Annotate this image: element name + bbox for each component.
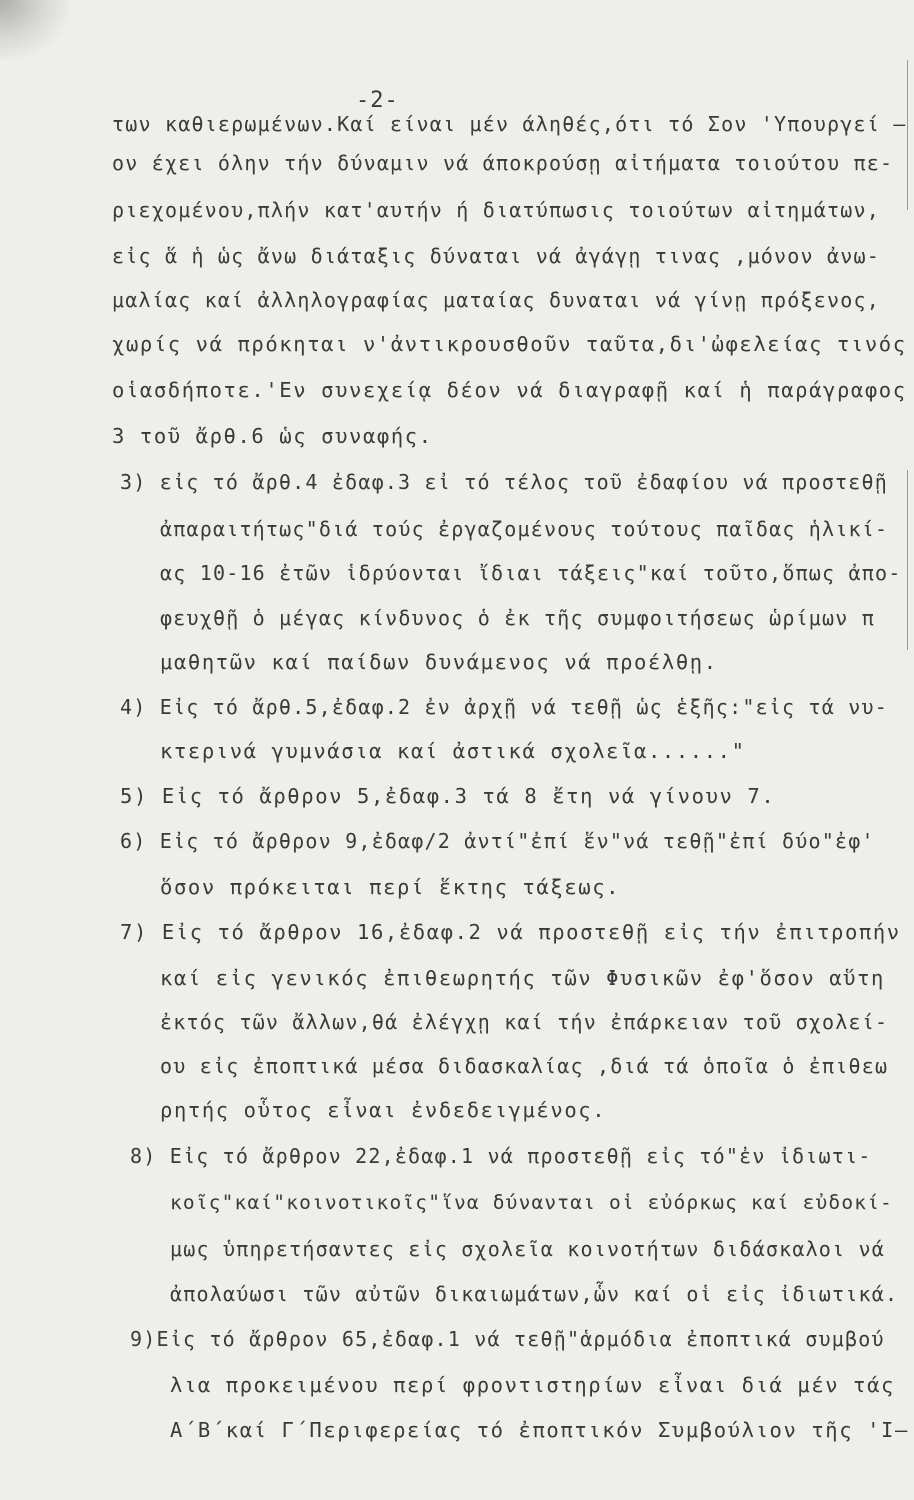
text-line: ας 10-16 ἐτῶν ἱδρύονται ἴδιαι τάξεις"καί τοῦτο,ὅπως ἀπο- (160, 561, 902, 585)
text-line: οἱασδήποτε.'Εν συνεχείᾳ δέον νά διαγραφῇ καί ἡ παράγραφος (112, 378, 907, 402)
scan-corner-shadow (0, 0, 70, 60)
text-line: ἀπολαύωσι τῶν αὐτῶν δικαιωμάτων,ὧν καί οἱ εἰς ἰδιωτικά. (170, 1282, 899, 1306)
text-line: εἰς ἅ ἡ ὡς ἄνω διάταξις δύναται νά ἀγάγῃ τινας ,μόνον ἀνω- (112, 244, 880, 268)
text-line: μως ὑπηρετήσαντες εἰς σχολεῖα κοινοτήτων διδάσκαλοι νά (170, 1237, 886, 1261)
text-line: μαθητῶν καί παίδων δυνάμενος νά προέλθῃ. (160, 650, 718, 674)
list-item-7: 7) Εἰς τό ἄρθρον 16,ἐδαφ.2 νά προστεθῇ εἰς τήν ἐπιτροπήν (120, 920, 901, 944)
text-line: κτερινά γυμνάσια καί ἀστικά σχολεῖα......" (160, 739, 746, 763)
text-line: ον έχει όλην τήν δύναμιν νά άποκρούσῃ αἰτήματα τοιούτου πε- (112, 151, 894, 175)
text-line: Α΄Β΄καί Γ΄Περιφερείας τό ἐποπτικόν Συμβούλιον τῆς 'Ι— (170, 1418, 909, 1442)
text-line: κοῖς"καί"κοινοτικοῖς"ἵνα δύνανται οἱ εὐόρκως καί εὐδοκί- (170, 1191, 893, 1214)
text-line: 3 τοῦ ἄρθ.6 ὡς συναφής. (112, 424, 433, 448)
text-line: λια προκειμένου περί φροντιστηρίων εἶναι διά μέν τάς (170, 1373, 895, 1397)
text-line: των καθιερωμένων.Καί είναι μέν άληθές,ότι τό Σον 'Υπουργεί — (112, 112, 907, 136)
text-line: ἐκτός τῶν ἄλλων,θά ἐλέγχῃ καί τήν ἐπάρκειαν τοῦ σχολεί- (160, 1010, 889, 1034)
text-line: μαλίας καί ἀλληλογραφίας ματαίας δυναται νά γίνῃ πρόξενος, (112, 288, 880, 312)
text-line: ρητής οὗτος εἶναι ἐνδεδειγμένος. (160, 1098, 607, 1122)
text-line: καί εἰς γενικός ἐπιθεωρητής τῶν Φυσικῶν ἐφ'ὅσον αὕτη (160, 966, 885, 990)
list-item-9: 9)Εἰς τό ἄρθρον 65,ἐδαφ.1 νά τεθῇ"ἁρμόδια ἐποπτικά συμβού (130, 1327, 885, 1351)
page-number: -2- (356, 88, 399, 113)
text-line: ὅσον πρόκειται περί ἕκτης τάξεως. (160, 875, 621, 899)
list-item-3: 3) εἰς τό ἄρθ.4 ἐδαφ.3 εἰ τό τέλος τοῦ ἐδαφίου νά προστεθῇ (120, 470, 888, 494)
text-line: φευχθῇ ὁ μέγας κίνδυνος ὁ ἐκ τῆς συμφοιτήσεως ὡρίμων π (160, 606, 876, 630)
text-line: ριεχομένου,πλήν κατ'αυτήν ή διατύπωσις τοιούτων αἰτημάτων, (112, 198, 880, 222)
scan-edge-mark (907, 470, 908, 650)
text-line: ἀπαραιτήτως"διά τούς ἐργαζομένους τούτους παῖδας ἡλικί- (160, 517, 889, 541)
list-item-8: 8) Εἰς τό ἄρθρον 22,ἐδαφ.1 νά προστεθῇ εἰς τό"ἐν ἰδιωτι- (130, 1144, 872, 1168)
list-item-6: 6) Εἰς τό ἄρθρον 9,ἐδαφ/2 ἀντί"ἐπί ἕν"νά τεθῇ"ἐπί δύο"ἐφ' (120, 829, 875, 853)
list-item-5: 5) Εἰς τό ἄρθρον 5,ἐδαφ.3 τά 8 ἔτη νά γίνουν 7. (120, 784, 776, 808)
text-line: ου εἰς ἐποπτικά μέσα διδασκαλίας ,διά τά ὁποῖα ὁ ἐπιθεω (160, 1054, 889, 1078)
scan-edge-mark (907, 60, 908, 210)
text-line: χωρίς νά πρόκηται ν'ἀντικρουσθοῦν ταῦτα,δι'ὠφελείας τινός (112, 332, 907, 356)
list-item-4: 4) Εἰς τό ἄρθ.5,ἐδαφ.2 ἐν ἀρχῇ νά τεθῇ ὡς ἑξῆς:"εἰς τά νυ- (120, 695, 888, 719)
